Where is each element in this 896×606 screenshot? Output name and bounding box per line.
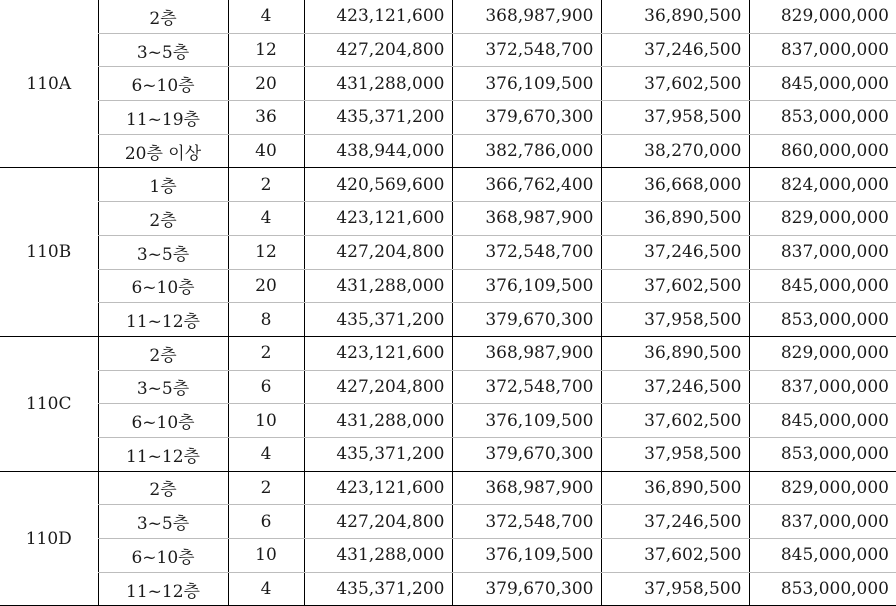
amount-cell: 427,204,800 — [304, 33, 452, 67]
units-cell: 40 — [228, 134, 304, 168]
units-cell: 12 — [228, 235, 304, 269]
amount-cell: 366,762,400 — [452, 168, 601, 202]
amount-cell: 37,246,500 — [601, 33, 749, 67]
units-cell: 20 — [228, 67, 304, 101]
amount-cell: 379,670,300 — [452, 437, 601, 471]
units-cell: 36 — [228, 101, 304, 135]
amount-cell: 427,204,800 — [304, 505, 452, 539]
amount-cell: 36,890,500 — [601, 0, 749, 33]
amount-cell: 376,109,500 — [452, 404, 601, 438]
table-row — [0, 539, 896, 573]
units-cell: 6 — [228, 505, 304, 539]
amount-cell: 376,109,500 — [452, 539, 601, 573]
table-row — [0, 202, 896, 236]
amount-cell: 379,670,300 — [452, 572, 601, 606]
amount-cell: 372,548,700 — [452, 235, 601, 269]
unit-type-cell: 110A — [0, 0, 98, 168]
total-cell: 829,000,000 — [749, 471, 896, 505]
table-row — [0, 336, 896, 370]
total-cell: 853,000,000 — [749, 437, 896, 471]
amount-cell: 438,944,000 — [304, 134, 452, 168]
amount-cell: 372,548,700 — [452, 33, 601, 67]
units-cell: 6 — [228, 370, 304, 404]
floor-cell: 11~12층 — [98, 572, 228, 606]
unit-type-cell: 110B — [0, 168, 98, 336]
amount-cell: 37,602,500 — [601, 67, 749, 101]
amount-cell: 431,288,000 — [304, 404, 452, 438]
floor-cell: 11~12층 — [98, 303, 228, 337]
amount-cell: 36,890,500 — [601, 202, 749, 236]
amount-cell: 379,670,300 — [452, 101, 601, 135]
amount-cell: 368,987,900 — [452, 336, 601, 370]
total-cell: 837,000,000 — [749, 33, 896, 67]
units-cell: 12 — [228, 33, 304, 67]
amount-cell: 37,246,500 — [601, 370, 749, 404]
table-row — [0, 67, 896, 101]
floor-cell: 6~10층 — [98, 269, 228, 303]
table-row — [0, 235, 896, 269]
amount-cell: 37,958,500 — [601, 572, 749, 606]
amount-cell: 372,548,700 — [452, 505, 601, 539]
amount-cell: 38,270,000 — [601, 134, 749, 168]
table-row — [0, 370, 896, 404]
amount-cell: 37,602,500 — [601, 404, 749, 438]
floor-cell: 2층 — [98, 0, 228, 33]
amount-cell: 37,246,500 — [601, 505, 749, 539]
amount-cell: 427,204,800 — [304, 235, 452, 269]
unit-type-cell: 110D — [0, 471, 98, 606]
amount-cell: 37,958,500 — [601, 437, 749, 471]
amount-cell: 368,987,900 — [452, 471, 601, 505]
total-cell: 845,000,000 — [749, 404, 896, 438]
units-cell: 10 — [228, 404, 304, 438]
floor-cell: 1층 — [98, 168, 228, 202]
total-cell: 853,000,000 — [749, 572, 896, 606]
total-cell: 853,000,000 — [749, 101, 896, 135]
total-cell: 829,000,000 — [749, 0, 896, 33]
table-row — [0, 505, 896, 539]
table-row — [0, 404, 896, 438]
table-row — [0, 471, 896, 505]
total-cell: 845,000,000 — [749, 269, 896, 303]
amount-cell: 36,668,000 — [601, 168, 749, 202]
total-cell: 837,000,000 — [749, 370, 896, 404]
floor-cell: 2층 — [98, 202, 228, 236]
total-cell: 853,000,000 — [749, 303, 896, 337]
floor-cell: 20층 이상 — [98, 134, 228, 168]
floor-cell: 3~5층 — [98, 505, 228, 539]
floor-cell: 3~5층 — [98, 33, 228, 67]
amount-cell: 372,548,700 — [452, 370, 601, 404]
total-cell: 829,000,000 — [749, 202, 896, 236]
floor-cell: 2층 — [98, 336, 228, 370]
amount-cell: 431,288,000 — [304, 269, 452, 303]
units-cell: 2 — [228, 336, 304, 370]
amount-cell: 37,246,500 — [601, 235, 749, 269]
units-cell: 20 — [228, 269, 304, 303]
amount-cell: 376,109,500 — [452, 67, 601, 101]
table-row — [0, 168, 896, 202]
units-cell: 4 — [228, 0, 304, 33]
units-cell: 4 — [228, 437, 304, 471]
units-cell: 2 — [228, 168, 304, 202]
amount-cell: 37,958,500 — [601, 303, 749, 337]
amount-cell: 37,958,500 — [601, 101, 749, 135]
floor-cell: 2층 — [98, 471, 228, 505]
units-cell: 8 — [228, 303, 304, 337]
amount-cell: 420,569,600 — [304, 168, 452, 202]
amount-cell: 423,121,600 — [304, 336, 452, 370]
floor-cell: 3~5층 — [98, 370, 228, 404]
units-cell: 2 — [228, 471, 304, 505]
amount-cell: 423,121,600 — [304, 202, 452, 236]
amount-cell: 423,121,600 — [304, 471, 452, 505]
units-cell: 10 — [228, 539, 304, 573]
table-row — [0, 572, 896, 606]
amount-cell: 435,371,200 — [304, 303, 452, 337]
total-cell: 837,000,000 — [749, 505, 896, 539]
total-cell: 824,000,000 — [749, 168, 896, 202]
total-cell: 845,000,000 — [749, 67, 896, 101]
floor-cell: 6~10층 — [98, 67, 228, 101]
amount-cell: 435,371,200 — [304, 437, 452, 471]
amount-cell: 435,371,200 — [304, 101, 452, 135]
total-cell: 845,000,000 — [749, 539, 896, 573]
table-row — [0, 33, 896, 67]
amount-cell: 36,890,500 — [601, 471, 749, 505]
amount-cell: 423,121,600 — [304, 0, 452, 33]
floor-cell: 11~19층 — [98, 101, 228, 135]
amount-cell: 427,204,800 — [304, 370, 452, 404]
amount-cell: 376,109,500 — [452, 269, 601, 303]
table-row — [0, 134, 896, 168]
floor-cell: 6~10층 — [98, 539, 228, 573]
amount-cell: 382,786,000 — [452, 134, 601, 168]
unit-type-cell: 110C — [0, 336, 98, 471]
amount-cell: 368,987,900 — [452, 0, 601, 33]
amount-cell: 368,987,900 — [452, 202, 601, 236]
table-row — [0, 101, 896, 135]
amount-cell: 37,602,500 — [601, 269, 749, 303]
floor-cell: 11~12층 — [98, 437, 228, 471]
total-cell: 837,000,000 — [749, 235, 896, 269]
floor-cell: 3~5층 — [98, 235, 228, 269]
units-cell: 4 — [228, 572, 304, 606]
units-cell: 4 — [228, 202, 304, 236]
amount-cell: 431,288,000 — [304, 67, 452, 101]
amount-cell: 435,371,200 — [304, 572, 452, 606]
floor-cell: 6~10층 — [98, 404, 228, 438]
total-cell: 829,000,000 — [749, 336, 896, 370]
table-row — [0, 269, 896, 303]
amount-cell: 36,890,500 — [601, 336, 749, 370]
total-cell: 860,000,000 — [749, 134, 896, 168]
amount-cell: 431,288,000 — [304, 539, 452, 573]
amount-cell: 37,602,500 — [601, 539, 749, 573]
amount-cell: 379,670,300 — [452, 303, 601, 337]
table-row — [0, 303, 896, 337]
table-row — [0, 437, 896, 471]
table-row — [0, 0, 896, 33]
